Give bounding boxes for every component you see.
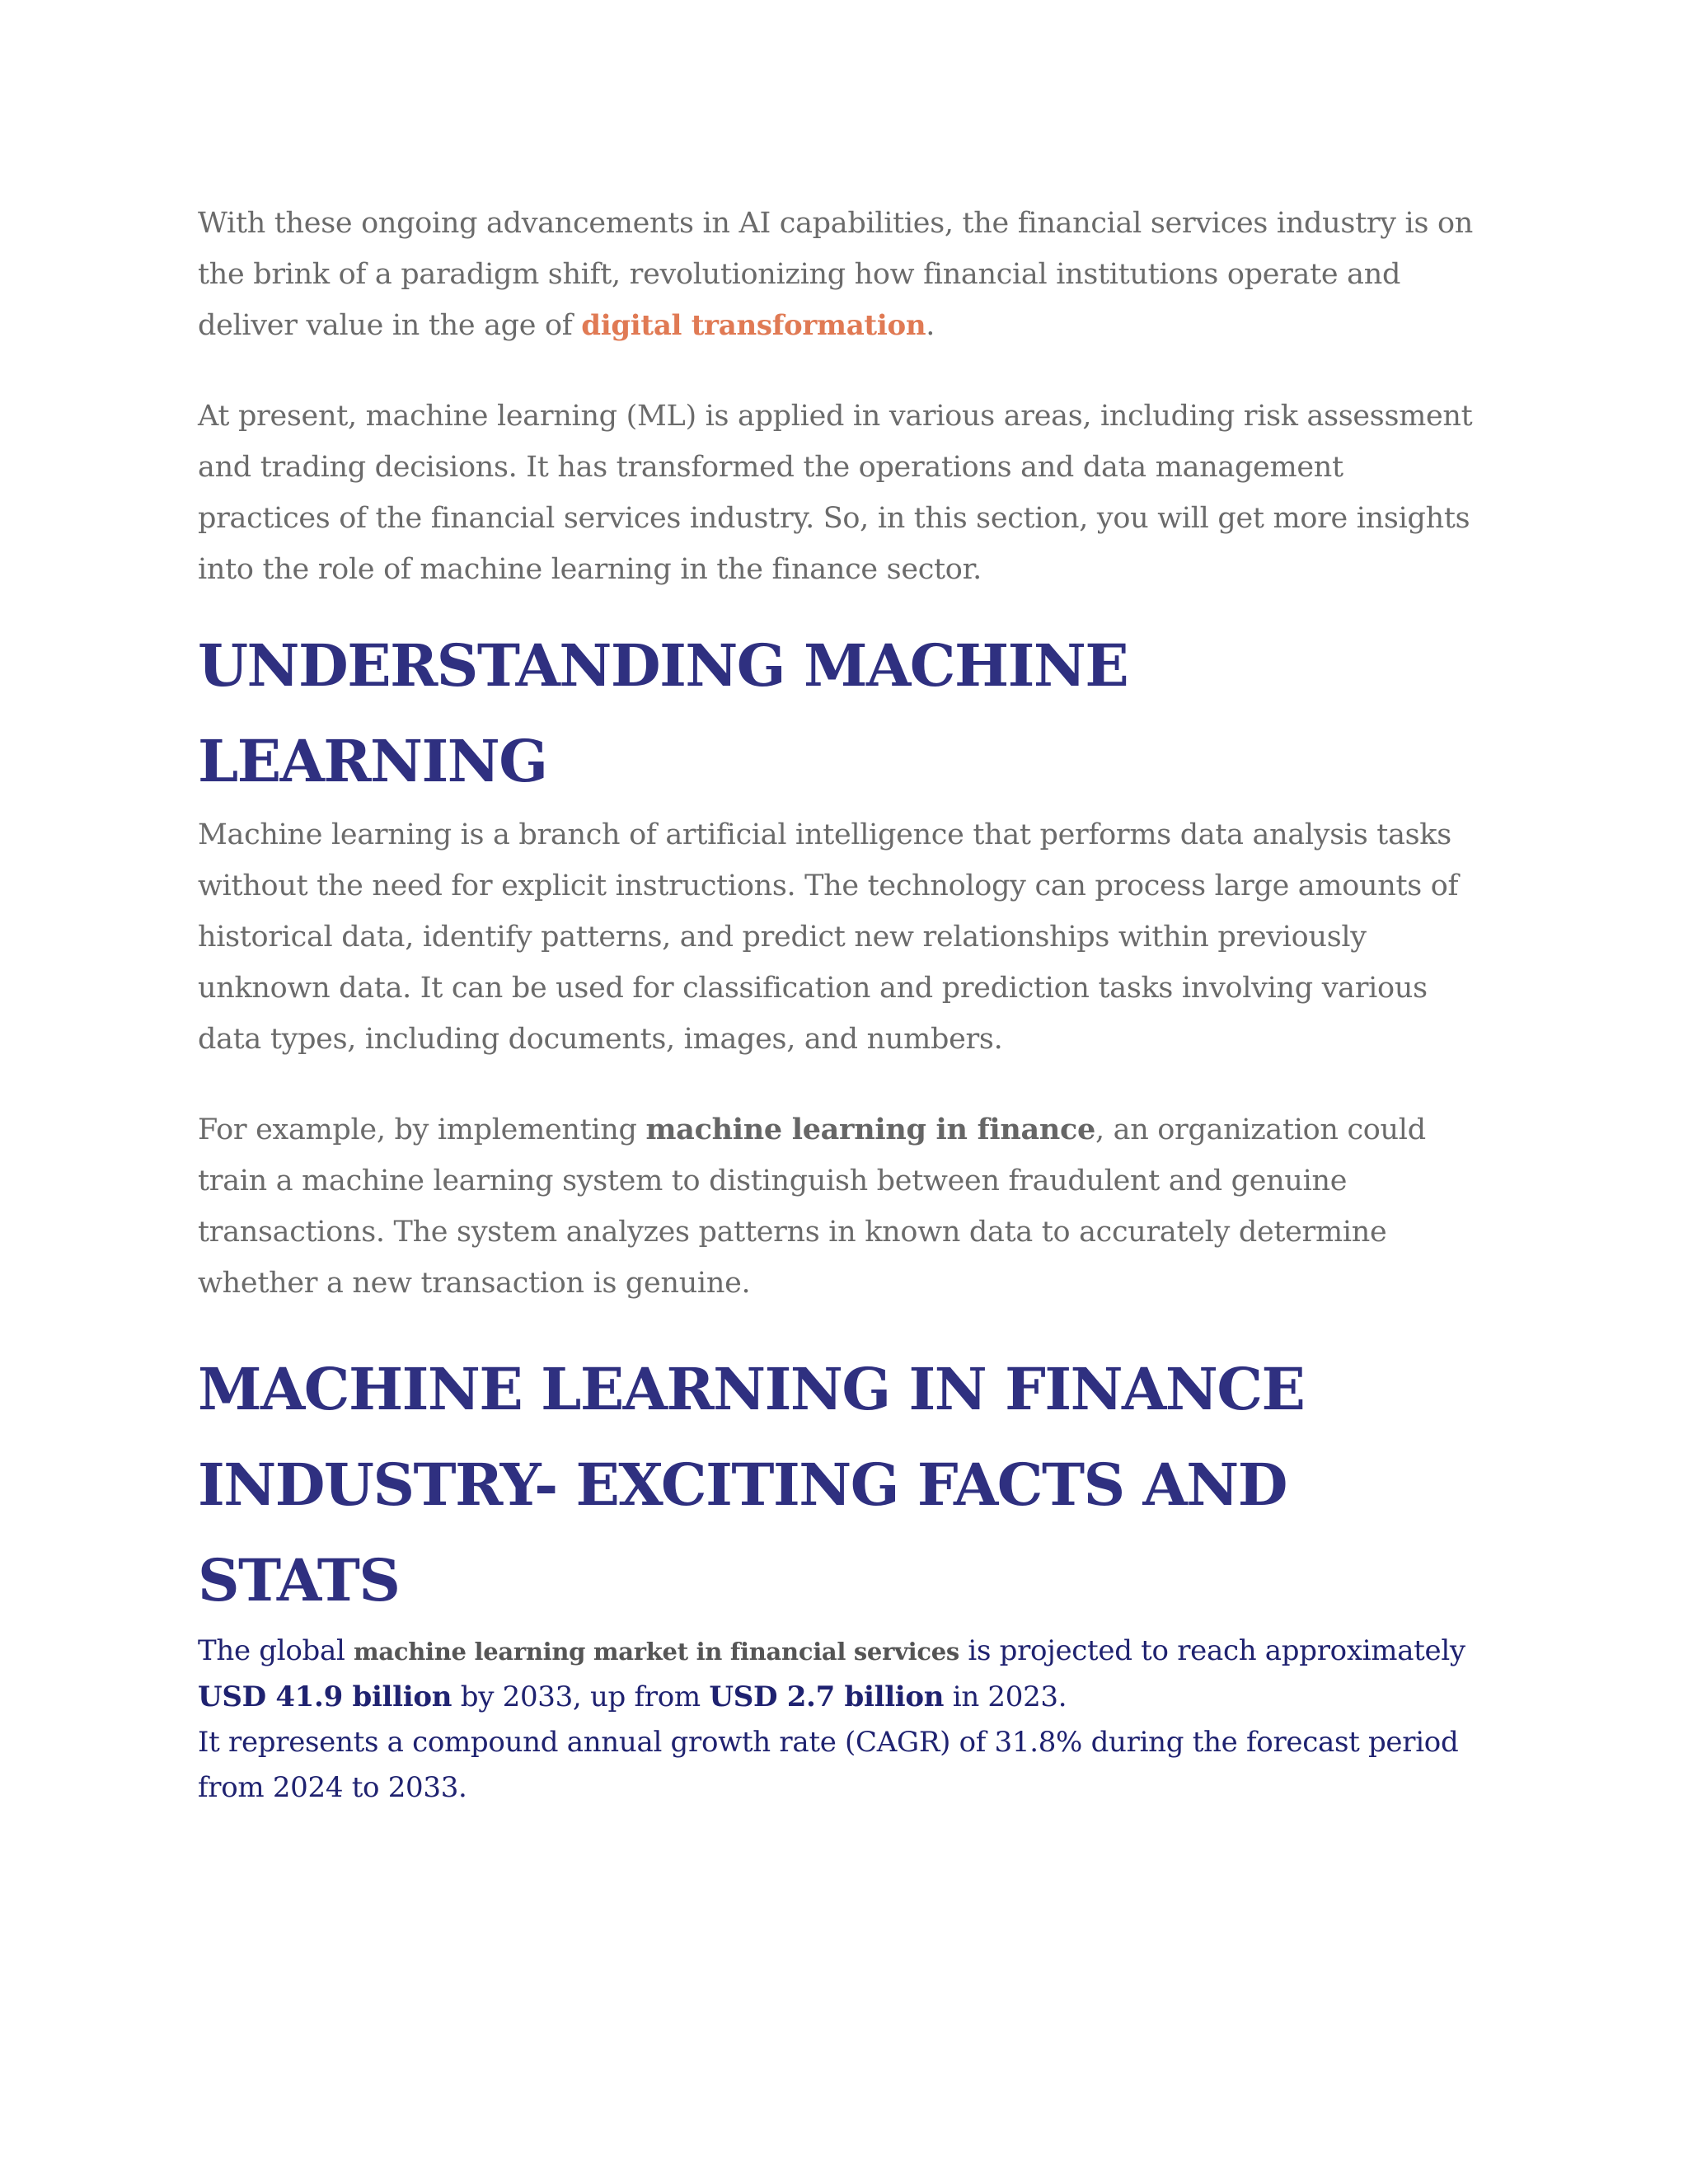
market-stats-paragraph [198, 1629, 1484, 1811]
ml-definition-paragraph: Machine learning is a branch of artificial intelligence that performs data analysis tasks without the need for explicit instructions. The technology can process large amounts of historical data, identify patterns, and predict new relationships within previously unknown data. It can be used for classification and prediction tasks involving various data types, including documents, images, and numbers. [198, 818, 1459, 1056]
intro-period: . [926, 309, 935, 342]
ml-overview-paragraph: At present, machine learning (ML) is applied in various areas, including risk assessment and trading decisions. It has transformed the operations and data management practices of the financial services industry. So, in this section, you will get more insights into the role of machine learning in the finance sector. [198, 400, 1473, 586]
market-label: machine learning market in financial services [354, 1638, 959, 1666]
example-text-end: , an organization could train a machine learning system to distinguish between fraudulent and genuine transactions. The system analyzes patterns in known data to accurately determine whether a new transaction is genuine. [198, 1113, 1426, 1300]
stats-prefix: The global [198, 1634, 354, 1667]
value-2023: USD 2.7 billion [709, 1680, 945, 1713]
heading-facts-and-stats: MACHINE LEARNING IN FINANCE INDUSTRY- EXCITING FACTS AND STATS [198, 1355, 1305, 1615]
ml-in-finance-emphasis: machine learning in finance [645, 1113, 1095, 1146]
stats-mid2: by 2033, up from [452, 1680, 710, 1713]
document-page [198, 198, 1484, 1811]
intro-paragraph [198, 198, 1484, 351]
example-text-start: For example, by implementing [198, 1113, 646, 1146]
intro-text: With these ongoing advancements in AI capabilities, the financial services industry is on the brink of a paradigm shift, revolutionizing how financial institutions operate and deliver value in the age of [198, 207, 1473, 342]
heading-understanding-ml: UNDERSTANDING MACHINE LEARNING [198, 631, 1128, 795]
fraud-example-paragraph [198, 1104, 1484, 1309]
cagr-sentence: It represents a compound annual growth rate (CAGR) of 31.8% during the forecast period from 2024 to 2033. [198, 1726, 1459, 1804]
stats-mid1: is projected to reach approximately [959, 1634, 1465, 1667]
digital-transformation-link[interactable]: digital transformation [581, 309, 926, 342]
value-2033: USD 41.9 billion [198, 1680, 452, 1713]
stats-mid3: in 2023. [944, 1680, 1067, 1713]
